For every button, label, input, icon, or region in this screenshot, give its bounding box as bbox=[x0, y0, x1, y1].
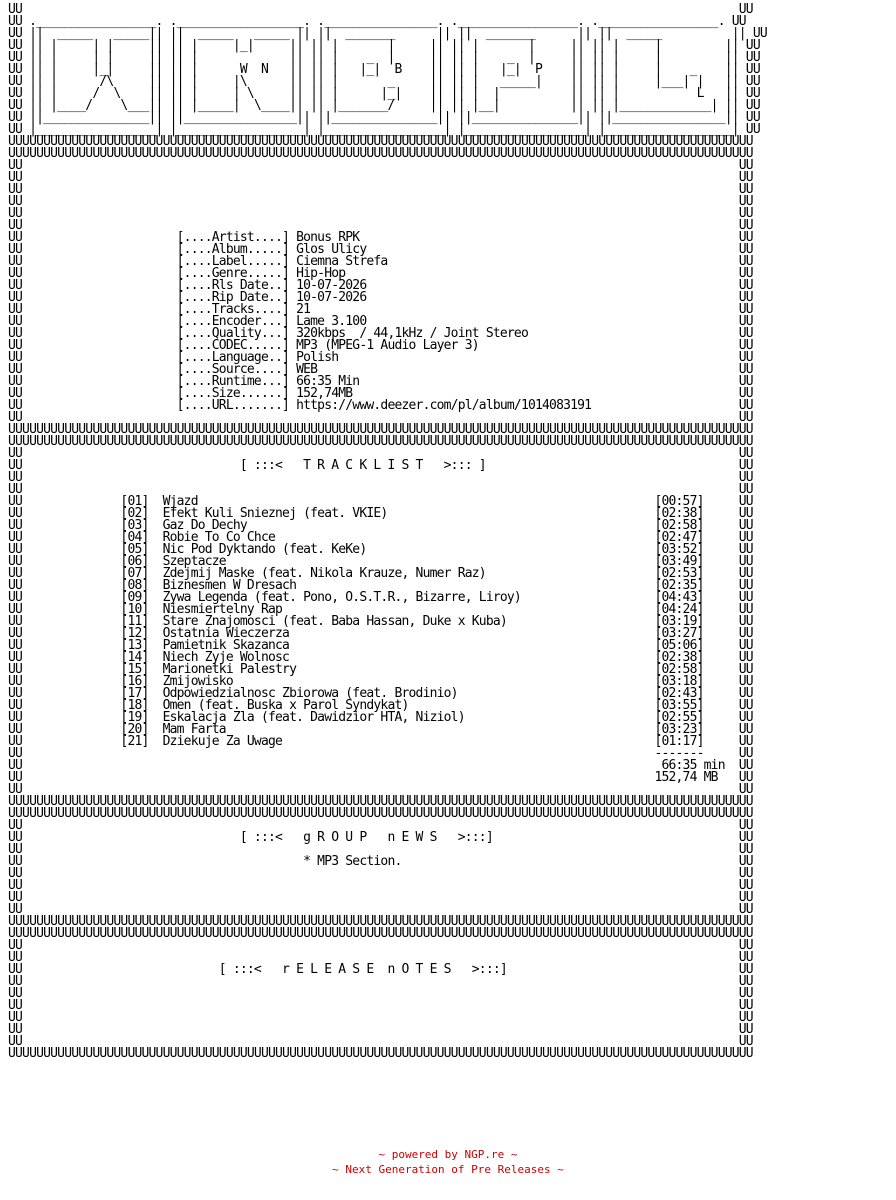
footer-powered-by bbox=[0, 1147, 896, 1162]
nfo-text: UU UU UU ._________________. .__________________. .________________. ._________________. ._________________. UU UU || _____ _____|| || _____ _____ || || _______ || || _______ || || _____ || UU UU || | | | || || | |_| || || | | || || | | || || | | || UU UU || | | | || || | || || | _ | || || | _ | || || | | || UU UU || | |_| || || | W N || || | |_| B || || | |_| P || || | | _ || UU UU || | /\ || || | |\ || || | _ || || | _____| || || | |___| | || UU UU || | / \ || || | | \ || || | |_| || || | | || || | L || UU UU || |____/ \___|| || |_____| \____|| || |_______/ || || |__| || || |_____________| || UU UU ||_______________|| ||________________|| ||_______________|| ||_______________|| ||________________|| UU UU |_________________| |__________________| |_________________| |_________________| |__________________| UU UUUUUUUUUUUUUUUUUUUUUUUUUUUUUUUUUUUUUUUUUUUUUUUUUUUUUUUUUUUUUUUUUUUUUUUUUUUUUUUUUUUUUUUUUUUUUUUUUUUUUUUUUU UUUUUUUUUUUUUUUUUUUUUUUUUUUUUUUUUUUUUUUUUUUUUUUUUUUUUUUUUUUUUUUUUUUUUUUUUUUUUUUUUUUUUUUUUUUUUUUUUUUUUUUUUU UU UU UU UU UU UU UU UU UU UU UU UU UU [....Artist....] Bonus RPK UU UU [....Album.....] Glos Ulicy UU UU [....Label.....] Ciemna Strefa UU UU [....Genre.....] Hip-Hop UU UU [....Rls Date..] 10-07-2026 UU UU [....Rip Date..] 10-07-2026 UU UU [....Tracks....] 21 UU UU [....Encoder...] Lame 3.100 UU UU [....Quality...] 320kbps / 44,1kHz / Joint Stereo UU UU [....CODEC.....] MP3 (MPEG-1 Audio Layer 3) UU UU [....Language..] Polish UU UU [....Source....] WEB UU UU [....Runtime...] 66:35 Min UU UU [....Size......] 152,74MB UU UU [....URL.......] https://www.deezer.com/pl/album/1014083191 UU UU UU UUUUUUUUUUUUUUUUUUUUUUUUUUUUUUUUUUUUUUUUUUUUUUUUUUUUUUUUUUUUUUUUUUUUUUUUUUUUUUUUUUUUUUUUUUUUUUUUUUUUUUUUUU UUUUUUUUUUUUUUUUUUUUUUUUUUUUUUUUUUUUUUUUUUUUUUUUUUUUUUUUUUUUUUUUUUUUUUUUUUUUUUUUUUUUUUUUUUUUUUUUUUUUUUUUUU UU UU UU [ :::< T R A C K L I S T >::: ] UU UU UU UU UU UU [01] Wjazd [00:57] UU UU [02] Efekt Kuli Snieznej (feat. VKIE) [02:38] UU UU [03] Gaz Do Dechy [02:58] UU UU [04] Robie To Co Chce [02:47] UU UU [05] Nic Pod Dyktando (feat. KeKe) [03:52] UU UU [06] Szeptacze [03:49] UU UU [07] Zdejmij Maske (feat. Nikola Krauze, Numer Raz) [02:53] UU UU [08] Biznesmen W Dresach [02:35] UU UU [09] Zywa Legenda (feat. Pono, O.S.T.R., Bizarre, Liroy) [04:43] UU UU [10] Niesmiertelny Rap [04:24] UU UU [11] Stare Znajomosci (feat. Baba Hassan, Duke x Kuba) [03:19] UU UU [12] Ostatnia Wieczerza [03:27] UU UU [13] Pamietnik Skazanca [05:06] UU UU [14] Niech Zyje Wolnosc [02:38] UU UU [15] Marionetki Palestry [02:58] UU UU [16] Zmijowisko [03:18] UU UU [17] Odpowiedzialnosc Zbiorowa (feat. Brodinio) [02:43] UU UU [18] Omen (feat. Buska x Parol Syndykat) [03:55] UU UU [19] Eskalacja Zla (feat. Dawidzior HTA, Niziol) [02:55] UU UU [20] Mam Farta [03:23] UU UU [21] Dziekuje Za Uwage [01:17] UU UU ------- UU UU 66:35 min UU UU 152,74 MB UU UU UU UUUUUUUUUUUUUUUUUUUUUUUUUUUUUUUUUUUUUUUUUUUUUUUUUUUUUUUUUUUUUUUUUUUUUUUUUUUUUUUUUUUUUUUUUUUUUUUUUUUUUUUUUU UUUUUUUUUUUUUUUUUUUUUUUUUUUUUUUUUUUUUUUUUUUUUUUUUUUUUUUUUUUUUUUUUUUUUUUUUUUUUUUUUUUUUUUUUUUUUUUUUUUUUUUUUU UU UU UU [ :::< g R O U P n E W S >:::] UU UU UU UU * MP3 Section. UU UU UU UU UU UU UU UU UU UUUUUUUUUUUUUUUUUUUUUUUUUUUUUUUUUUUUUUUUUUUUUUUUUUUUUUUUUUUUUUUUUUUUUUUUUUUUUUUUUUUUUUUUUUUUUUUUUUUUUUUUUU UUUUUUUUUUUUUUUUUUUUUUUUUUUUUUUUUUUUUUUUUUUUUUUUUUUUUUUUUUUUUUUUUUUUUUUUUUUUUUUUUUUUUUUUUUUUUUUUUUUUUUUUUU UU UU UU UU UU [ :::< r E L E A S E n O T E S >:::] UU UU UU UU UU UU UU UU UU UU UU UU UU UUUUUUUUUUUUUUUUUUUUUUUUUUUUUUUUUUUUUUUUUUUUUUUUUUUUUUUUUUUUUUUUUUUUUUUUUUUUUUUUUUUUUUUUUUUUUUUUUUUUUUUUUU bbox=[8, 2, 767, 1061]
footer-tagline-link[interactable]: ~ Next Generation of Pre Releases ~ bbox=[332, 1163, 564, 1176]
footer-powered-link[interactable]: ~ powered by NGP.re ~ bbox=[378, 1148, 518, 1161]
footer-tagline bbox=[0, 1162, 896, 1177]
